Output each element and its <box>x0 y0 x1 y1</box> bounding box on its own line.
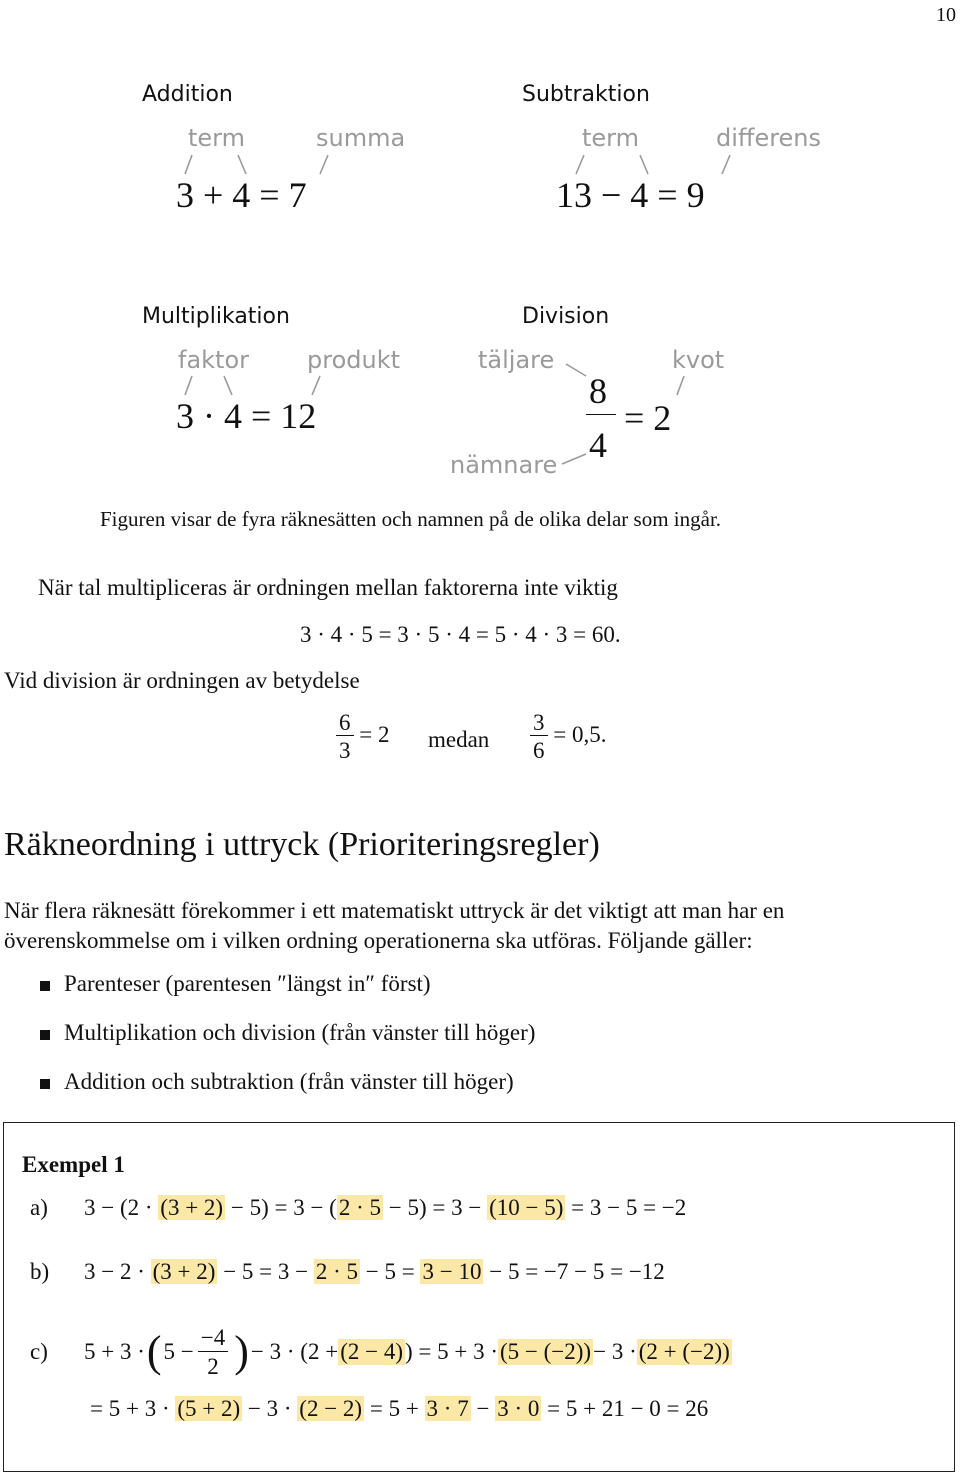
division-order-fraction-2 <box>530 710 606 764</box>
expr-text: 3 − 2 · <box>84 1259 151 1284</box>
expr-text: 3 − (2 · <box>84 1195 159 1220</box>
fraction-numerator: −4 <box>198 1325 228 1351</box>
example-a-label: a) <box>30 1195 48 1220</box>
expr-text: − 5 = −7 − 5 = −12 <box>483 1259 665 1284</box>
commutative-equation: 3 · 4 · 5 = 3 · 5 · 4 = 5 · 4 · 3 = 60. <box>300 622 621 647</box>
division-numerator-label: täljare <box>478 346 555 374</box>
highlighted-step: (5 + 2) <box>177 1396 241 1421</box>
highlighted-step: 2 · 5 <box>315 1259 359 1284</box>
bullet-icon <box>40 1030 50 1040</box>
highlighted-step: 3 − 10 <box>422 1259 482 1284</box>
fraction-denominator: 3 <box>339 738 351 764</box>
inner-fraction <box>198 1325 228 1379</box>
division-order-text: Vid division är ordningen av betydelse <box>4 668 360 693</box>
expr-text: = 5 + 3 · <box>90 1396 176 1421</box>
figure-caption: Figuren visar de fyra räknesätten och namnen på de olika delar som ingår. <box>100 507 722 531</box>
example-b-label: b) <box>30 1259 50 1284</box>
division-quotient-label: kvot <box>672 346 725 374</box>
example-c-line-1 <box>84 1322 732 1382</box>
highlighted-step: (10 − 5) <box>489 1195 564 1220</box>
subtraction-term-label: term <box>582 124 639 152</box>
expr-text: − 5) = 3 − <box>383 1195 488 1220</box>
fraction-result: = 2 <box>359 722 390 748</box>
multiplication-title: Multiplikation <box>142 304 290 329</box>
fraction-numerator: 3 <box>530 710 548 736</box>
division-title: Division <box>522 304 610 329</box>
fraction-result: = 0,5. <box>553 722 607 748</box>
expr-text: − 5 = <box>360 1259 421 1284</box>
highlighted-step: 3 · 7 <box>426 1396 469 1421</box>
division-numerator: 8 <box>589 371 607 411</box>
division-denominator: 4 <box>589 425 607 465</box>
fraction-denominator: 2 <box>207 1353 219 1379</box>
addition-title: Addition <box>142 82 233 107</box>
expr-text: = 3 − 5 = −2 <box>565 1195 687 1220</box>
page-number: 10 <box>936 4 956 26</box>
example-c-label: c) <box>30 1339 48 1364</box>
highlighted-step: (2 + (−2)) <box>638 1339 730 1364</box>
highlighted-step: 2 · 5 <box>338 1195 381 1220</box>
highlighted-step: 3 · 0 <box>497 1396 540 1421</box>
highlighted-step: (3 + 2) <box>160 1195 224 1220</box>
multiplication-product-label: produkt <box>307 346 401 374</box>
section-paragraph-line-2: överenskommelse om i vilken ordning operationerna ska utföras. Följande gäller: <box>4 928 753 953</box>
addition-sum-label: summa <box>316 124 406 152</box>
expr-text: − 3 · (2 + <box>250 1339 339 1364</box>
highlighted-step: (2 − 2) <box>299 1396 363 1421</box>
highlighted-step: (3 + 2) <box>152 1259 216 1284</box>
big-paren-open: ( <box>146 1327 162 1376</box>
operation-connector-lines <box>0 0 960 500</box>
division-order-fraction-1 <box>336 710 389 764</box>
big-paren-close: ) <box>234 1327 249 1376</box>
example-title: Exempel 1 <box>22 1152 125 1177</box>
rule-item-2: Multiplikation och division (från vänster till höger) <box>64 1020 536 1045</box>
example-a-expression <box>84 1195 686 1221</box>
highlighted-step: (2 − 4) <box>340 1339 403 1364</box>
division-result: = 2 <box>624 398 672 438</box>
expr-text: − 3 · <box>242 1396 298 1421</box>
commutative-text: När tal multipliceras är ordningen mellan faktorerna inte viktig <box>38 575 618 600</box>
example-b-expression <box>84 1259 665 1285</box>
bullet-icon <box>40 981 50 991</box>
subtraction-difference-label: differens <box>716 124 822 152</box>
expr-text: − 3 · <box>593 1339 637 1364</box>
section-paragraph-line-1: När flera räknesätt förekommer i ett matematiskt uttryck är det viktigt att man har en <box>4 898 785 923</box>
multiplication-factor-label: faktor <box>178 346 250 374</box>
highlighted-step: (5 − (−2)) <box>500 1339 592 1364</box>
expr-text: − <box>470 1396 496 1421</box>
multiplication-equation: 3 · 4 = 12 <box>176 396 317 436</box>
subtraction-equation: 13 − 4 = 9 <box>556 175 705 215</box>
section-heading: Räkneordning i uttryck (Prioriteringsregler) <box>4 826 600 863</box>
expr-text: 5 − <box>163 1339 194 1364</box>
rule-item-1: Parenteser (parentesen ″längst in″ först) <box>64 971 431 996</box>
medan-word: medan <box>428 727 490 752</box>
fraction-numerator: 6 <box>336 710 354 736</box>
subtraction-title: Subtraktion <box>522 82 650 107</box>
fraction-denominator: 6 <box>533 738 545 764</box>
expr-text: = 5 + 21 − 0 = 26 <box>541 1396 709 1421</box>
division-denominator-label: nämnare <box>450 451 558 479</box>
bullet-icon <box>40 1079 50 1089</box>
expr-text: ) = 5 + 3 · <box>404 1339 498 1364</box>
expr-text: − 5 = 3 − <box>217 1259 314 1284</box>
addition-term-label: term <box>188 124 245 152</box>
expr-text: − 5) = 3 − ( <box>225 1195 337 1220</box>
addition-equation: 3 + 4 = 7 <box>176 175 307 215</box>
division-fraction-bar <box>586 414 616 415</box>
rule-item-3: Addition och subtraktion (från vänster till höger) <box>64 1069 514 1094</box>
expr-text: 5 + 3 · <box>84 1339 145 1364</box>
example-c-line-2 <box>90 1396 708 1422</box>
expr-text: = 5 + <box>364 1396 425 1421</box>
